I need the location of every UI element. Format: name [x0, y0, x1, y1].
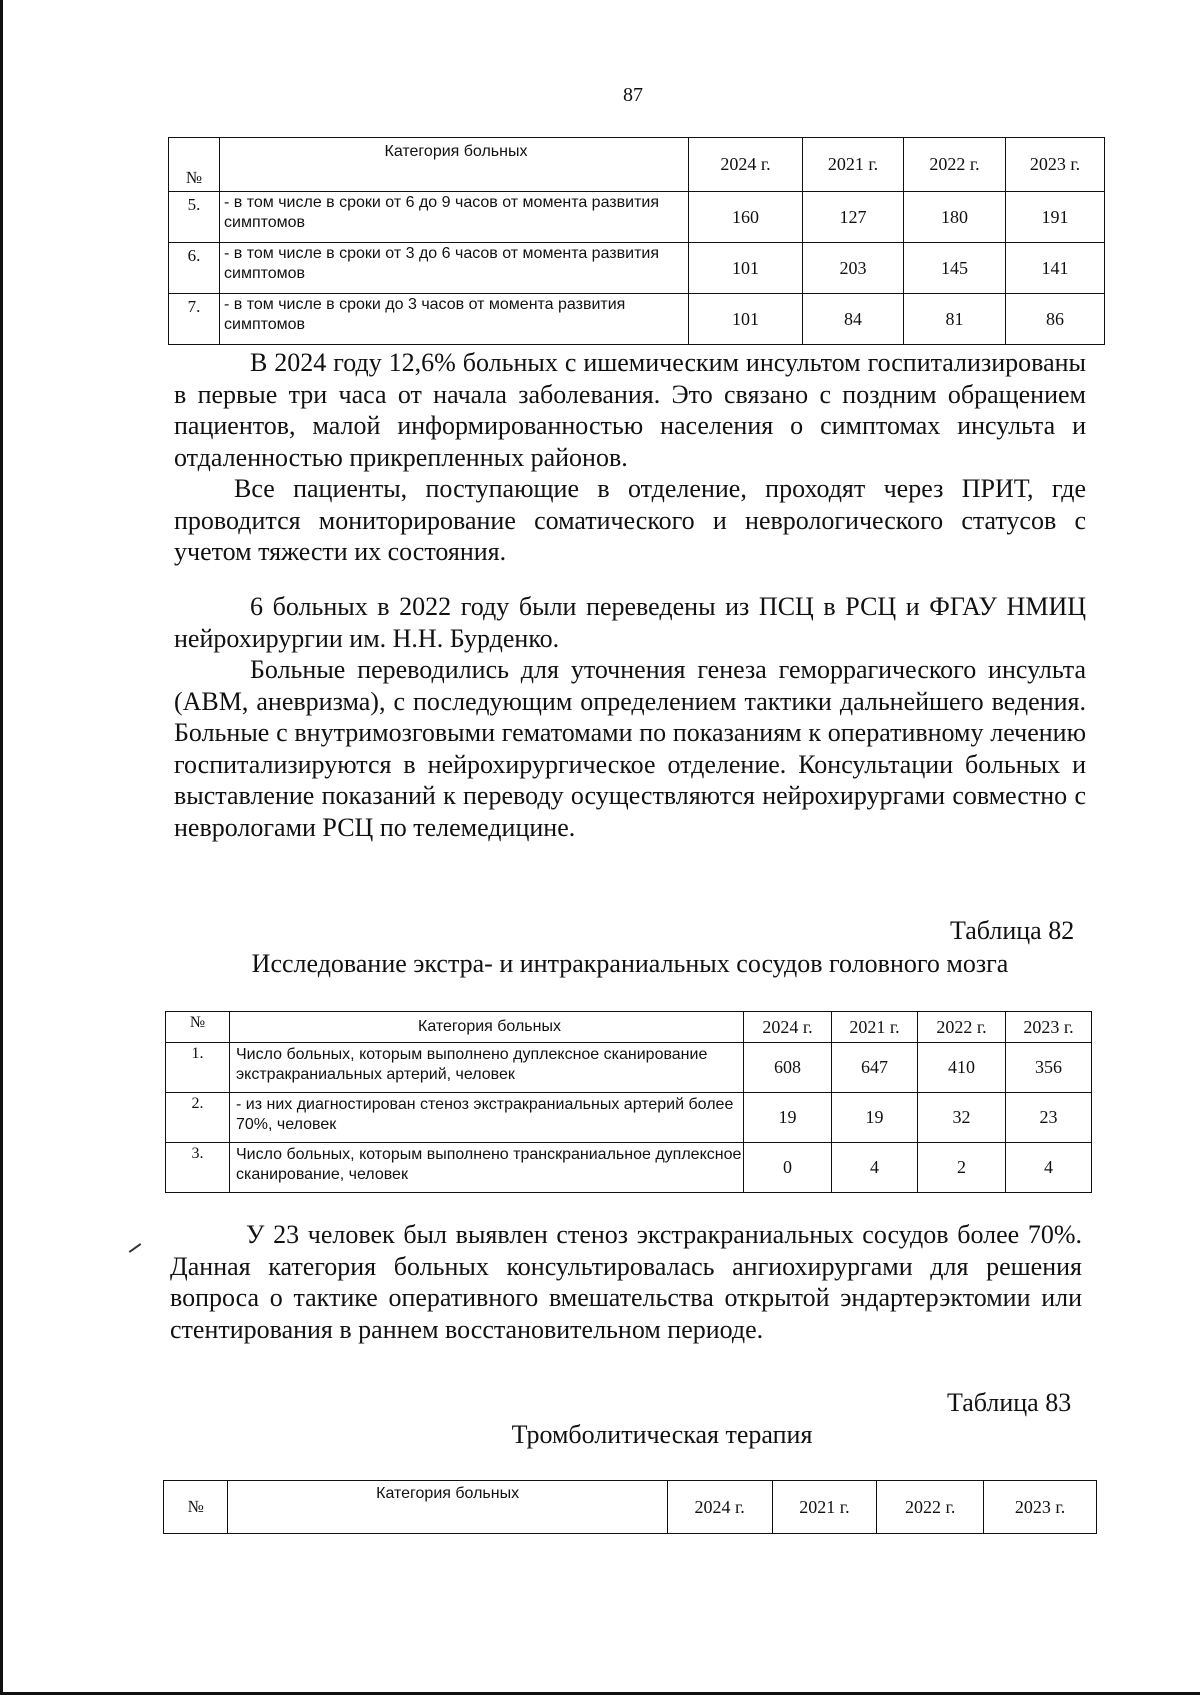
table-header-row — [166, 1012, 1092, 1043]
paragraph-text: В 2024 году 12,6% больных с ишемическим инсультом госпитализированы в первые три часа от начала заболевания. Это связано с поздним обращением пациентов, малой информированностью населения о симптомах инсульта и отдаленностью прикрепленных районов. — [174, 348, 1086, 472]
row-category: Число больных, которым выполнено транскраниальное дуплексное сканирование, человек — [230, 1143, 744, 1193]
header-category: Категория больных — [230, 1012, 744, 1043]
header-category: Категория больных — [228, 1481, 667, 1534]
paragraph — [174, 654, 1086, 843]
table-row — [169, 294, 1105, 345]
header-number: № — [166, 1012, 230, 1043]
paragraph — [174, 347, 1086, 473]
row-category: - из них диагностирован стеноз экстракраниальных артерий более 70%, человек — [230, 1093, 744, 1143]
paragraph-text: Все пациенты, поступающие в отделение, проходят через ПРИТ, где проводится мониторирование соматического и неврологического статусов с учетом тяжести их состояния. — [174, 474, 1086, 566]
header-2024: 2024 г. — [744, 1012, 832, 1043]
table-82-label: Таблица 82 — [950, 916, 1075, 945]
value-2024: 0 — [744, 1143, 832, 1193]
table-row — [169, 243, 1105, 294]
row-number: 1. — [166, 1043, 230, 1093]
row-category: Число больных, которым выполнено дуплексное сканирование экстракраниальных артерий, человек — [230, 1043, 744, 1093]
header-2022: 2022 г. — [877, 1481, 984, 1534]
value-2022: 32 — [918, 1093, 1006, 1143]
header-2021: 2021 г. — [803, 138, 904, 192]
header-2022: 2022 г. — [918, 1012, 1006, 1043]
header-2021: 2021 г. — [772, 1481, 877, 1534]
header-category: Категория больных — [220, 138, 689, 192]
table-row — [169, 192, 1105, 243]
table-83-title: Тромболитическая терапия — [511, 1420, 813, 1449]
value-2024: 160 — [689, 192, 803, 243]
table-header-row — [169, 138, 1105, 192]
value-2021: 203 — [803, 243, 904, 294]
table-row — [166, 1143, 1092, 1193]
header-2024: 2024 г. — [689, 138, 803, 192]
paragraph — [174, 473, 1086, 568]
paragraph — [170, 1219, 1082, 1345]
paragraph-text: У 23 человек был выявлен стеноз экстракраниальных сосудов более 70%. Данная категория больных консультировалась ангиохирургами для решения вопроса о тактике оперативного вмешательства открытой эндартерэктомии или стентирования в раннем восстановительном периоде. — [170, 1220, 1082, 1344]
table-header-row — [164, 1481, 1097, 1534]
value-2023: 4 — [1006, 1143, 1092, 1193]
table-83-label: Таблица 83 — [947, 1388, 1072, 1417]
value-2023: 191 — [1006, 192, 1105, 243]
header-2023: 2023 г. — [1006, 1012, 1092, 1043]
value-2024: 19 — [744, 1093, 832, 1143]
value-2022: 81 — [904, 294, 1006, 345]
value-2023: 23 — [1006, 1093, 1092, 1143]
row-category: - в том числе в сроки от 6 до 9 часов от момента развития симптомов — [220, 192, 689, 243]
value-2023: 86 — [1006, 294, 1105, 345]
table-82-title: Исследование экстра- и интракраниальных сосудов головного мозга — [251, 949, 1009, 978]
stray-pen-mark — [129, 1243, 142, 1253]
header-2021: 2021 г. — [832, 1012, 918, 1043]
value-2023: 356 — [1006, 1043, 1092, 1093]
header-2024: 2024 г. — [667, 1481, 772, 1534]
paragraph-text: Больные переводились для уточнения генеза геморрагического инсульта (АВМ, аневризма), с последующим определением тактики дальнейшего ведения. Больные с внутримозговыми гематомами по показаниям к оперативному лечению госпитализируются в нейрохирургическое отделение. Консультации больных и выставление показаний к переводу осуществляются нейрохирургами совместно с неврологами РСЦ по телемедицине. — [174, 655, 1086, 842]
paragraph — [174, 591, 1086, 654]
value-2021: 647 — [832, 1043, 918, 1093]
header-2023: 2023 г. — [1006, 138, 1105, 192]
value-2023: 141 — [1006, 243, 1105, 294]
value-2021: 127 — [803, 192, 904, 243]
table-82 — [165, 1011, 1092, 1193]
row-number: 2. — [166, 1093, 230, 1143]
value-2024: 101 — [689, 243, 803, 294]
table-row — [166, 1043, 1092, 1093]
scan-edge-left — [0, 0, 3, 1695]
value-2021: 19 — [832, 1093, 918, 1143]
value-2024: 608 — [744, 1043, 832, 1093]
header-number: № — [164, 1481, 228, 1534]
value-2024: 101 — [689, 294, 803, 345]
page-number: 87 — [623, 84, 643, 106]
table-continuation — [168, 137, 1105, 345]
row-number: 6. — [169, 243, 220, 294]
row-number: 7. — [169, 294, 220, 345]
header-number: № — [169, 138, 220, 192]
value-2022: 410 — [918, 1043, 1006, 1093]
row-number: 3. — [166, 1143, 230, 1193]
value-2022: 2 — [918, 1143, 1006, 1193]
table-row — [166, 1093, 1092, 1143]
row-category: - в том числе в сроки от 3 до 6 часов от момента развития симптомов — [220, 243, 689, 294]
value-2022: 180 — [904, 192, 1006, 243]
row-number: 5. — [169, 192, 220, 243]
value-2021: 84 — [803, 294, 904, 345]
value-2021: 4 — [832, 1143, 918, 1193]
value-2022: 145 — [904, 243, 1006, 294]
paragraph-text: 6 больных в 2022 году были переведены из ПСЦ в РСЦ и ФГАУ НМИЦ нейрохирургии им. Н.Н. Бурденко. — [174, 592, 1086, 653]
table-83 — [163, 1480, 1097, 1534]
header-2022: 2022 г. — [904, 138, 1006, 192]
row-category: - в том числе в сроки до 3 часов от момента развития симптомов — [220, 294, 689, 345]
header-2023: 2023 г. — [984, 1481, 1097, 1534]
